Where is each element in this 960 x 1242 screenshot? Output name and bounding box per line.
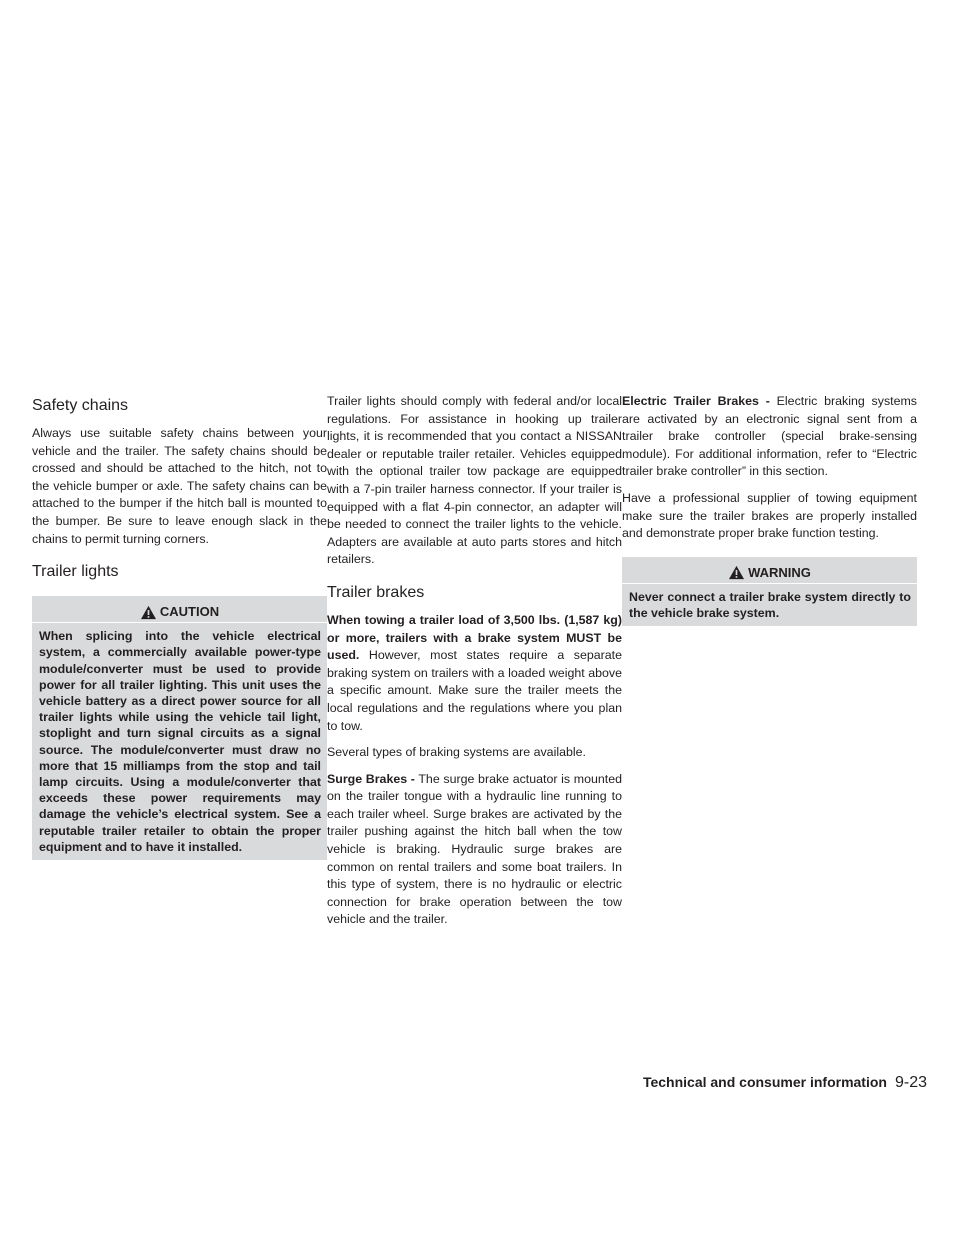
footer-section-title: Technical and consumer information [642,1074,887,1090]
paragraph-trailer-brakes [327,612,622,735]
paragraph-electric-brakes [622,393,917,481]
brakes-bold-text: When towing a trailer load of 3,500 lbs. (1,587 kg) or more, trailers with a brake system MUST be used. [327,612,622,663]
electric-text: Electric braking systems are activated by an electronic signal sent from a trailer brake controller (special brake-sensing module). For additional information, refer to “Electric trailer brake controller” in this section. [622,394,917,479]
caution-text: When splicing into the vehicle electrical system, a commercially available power-type module/converter must be used to provide power for all trailer lighting. This unit uses the vehicle battery as a direct power source for all trailer lights while using the vehicle tail light, stoplight and turn signal circuits as a signal source. The module/converter must draw no more that 15 milliamps from the stop and tail lamp circuits. Using a module/converter that exceeds these power requirements may damage the vehicle’s electrical system. See a reputable trailer retailer to obtain the proper equipment and to have it installed. [32,622,327,860]
surge-text: The surge brake actuator is mounted on the trailer tongue with a hydraulic line running to each trailer wheel. Surge brakes are activated by the trailer pushing against the hitch ball when the tow vehicle is braking. Hydraulic surge brakes are common on rental trailers and some boat trailers. In this type of system, there is no hydraulic or electric connection for brake operation between the tow vehicle and the trailer. [327,771,622,927]
heading-trailer-brakes: Trailer brakes [327,583,425,601]
heading-trailer-lights: Trailer lights [32,563,119,581]
surge-label: Surge Brakes - [327,771,415,786]
warning-text: Never connect a trailer brake system directly to the vehicle brake system. [622,583,917,626]
heading-safety-chains: Safety chains [32,397,129,414]
caution-header [32,596,327,622]
page-number: 9-23 [894,1074,927,1091]
column-middle [327,393,622,938]
column-right [622,393,917,636]
warning-triangle-icon [140,605,157,620]
page-footer [621,1074,927,1092]
caution-box [32,596,327,860]
paragraph-safety-chains: Always use suitable safety chains between your vehicle and the trailer. The safety chains should be crossed and should be attached to the hitch, not to the vehicle bumper or axle. The safety chains can be attached to the bumper if the hitch ball is mounted to the bumper. Be sure to leave enough slack in the chains to permit turning corners. [32,426,327,546]
paragraph-surge-brakes [327,771,622,929]
column-left [32,396,327,870]
warning-triangle-icon [728,565,745,580]
paragraph-brake-types: Several types of braking systems are available. [327,745,586,760]
warning-header [622,557,917,583]
brakes-text: However, most states require a separate braking system on trailers with a loaded weight above a specific amount. Make sure the trailer meets the local regulations and the regulations where you plan to tow. [327,648,622,733]
warning-box [622,557,917,626]
caution-label: CAUTION [159,604,220,620]
paragraph-supplier: Have a professional supplier of towing equipment make sure the trailer brakes are properly installed and demonstrate proper brake function testing. [622,490,917,541]
electric-label: Electric Trailer Brakes - [622,394,770,408]
paragraph-trailer-lights: Trailer lights should comply with federal and/or local regulations. For assistance in hooking up trailer lights, it is recommended that you contact a NISSAN dealer or reputable trailer retailer. Vehicles equipped with the optional trailer tow package are equipped with a 7-pin trailer harness connector. If your trailer is equipped with a flat 4-pin connector, an adapter will be needed to connect the trailer lights to the vehicle. Adapters are available at auto parts stores and hitch retailers. [327,394,622,567]
warning-label: WARNING [748,564,811,580]
